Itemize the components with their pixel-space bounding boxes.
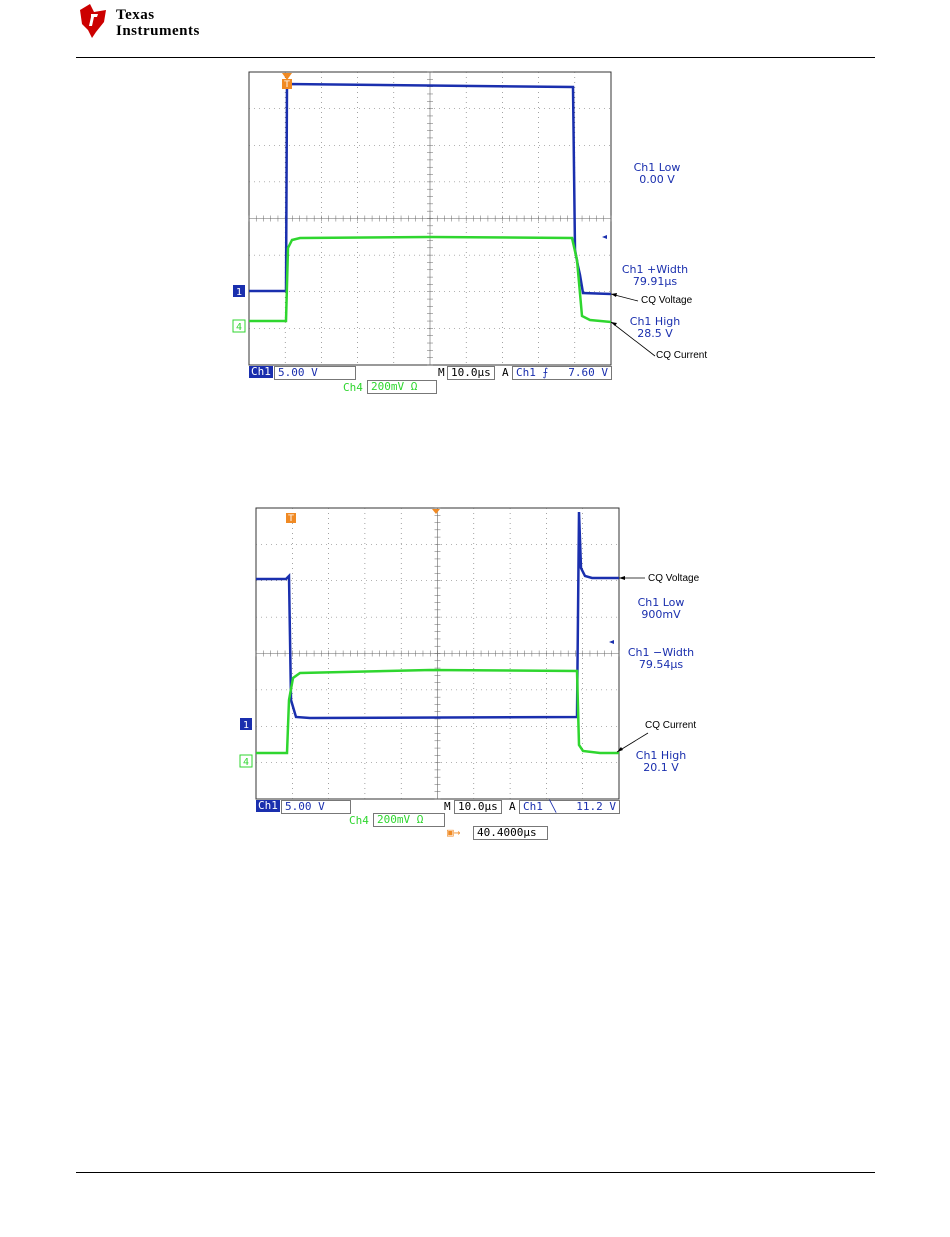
scope1-timebase-prefix: M: [438, 366, 445, 379]
scope2-meas-width: [621, 647, 701, 671]
scope2-meas-low: [626, 597, 696, 621]
scope2-ch1-scale: 5.00 V: [281, 800, 351, 814]
scope1-meas-width-label: Ch1 +Width: [621, 263, 689, 276]
scope1-meas-high-value: 28.5 V: [637, 327, 673, 340]
logo-text-instruments: Instruments: [116, 23, 200, 39]
falling-edge-icon: ╲: [549, 800, 557, 813]
scope2-meas-high-label: Ch1 High: [635, 749, 687, 762]
scope2-ch4-tag: Ch4: [349, 814, 369, 827]
logo-text-texas: Texas: [116, 7, 155, 23]
scope1-ch1-tag: Ch1: [251, 365, 271, 378]
scope2-ch1-tag: Ch1: [258, 799, 278, 812]
svg-text:1: 1: [242, 720, 250, 731]
scope1-meas-high-label: Ch1 High: [629, 315, 681, 328]
scope1-ch4-scale: 200mV Ω: [367, 380, 437, 394]
scope2-timebase-prefix: M: [444, 800, 451, 813]
scope2-trigger-prefix: A: [509, 800, 516, 813]
scope1-meas-low-value: 0.00 V: [639, 173, 675, 186]
scope1-timebase: 10.0µs: [447, 366, 495, 380]
scope2-meas-high: [626, 750, 696, 774]
scope1-meas-width-value: 79.91µs: [632, 275, 678, 288]
scope1-callout-voltage: CQ Voltage: [641, 295, 693, 306]
scope2-meas-low-value: 900mV: [641, 608, 681, 621]
svg-text:T: T: [288, 514, 294, 524]
scope2-trigger-source: Ch1: [523, 800, 543, 813]
scope2-callout-current: CQ Current: [645, 720, 697, 731]
scope2-timebase: 10.0µs: [454, 800, 502, 814]
scope1-trigger-level: 7.60 V: [568, 366, 608, 379]
svg-text:T: T: [284, 80, 290, 90]
scope1-callout-current: CQ Current: [656, 350, 708, 361]
footer-rule: [76, 1172, 875, 1173]
scope1-ch1-scale: 5.00 V: [274, 366, 356, 380]
scope2-meas-high-value: 20.1 V: [643, 761, 679, 774]
scope1-trigger-prefix: A: [502, 366, 509, 379]
scope2-trigger-level: 11.2 V: [576, 800, 616, 813]
scope2-trigger-offset: 40.4000µs: [473, 826, 548, 840]
svg-text:4: 4: [235, 322, 243, 333]
scope1-ch4-tag: Ch4: [343, 381, 363, 394]
scope2-trigger-readout: [519, 800, 620, 814]
scope2-meas-low-label: Ch1 Low: [637, 596, 685, 609]
scope2-ch4-scale: 200mV Ω: [373, 813, 445, 827]
svg-text:4: 4: [242, 757, 250, 768]
scope2-callout-voltage: CQ Voltage: [648, 573, 700, 584]
scope2-meas-width-value: 79.54µs: [638, 658, 684, 671]
scope1-meas-low-label: Ch1 Low: [633, 161, 681, 174]
rising-edge-icon: ⨍: [542, 366, 549, 379]
trigger-offset-icon: ▣→: [447, 826, 461, 839]
scope2-meas-width-label: Ch1 −Width: [627, 646, 695, 659]
svg-text:1: 1: [235, 287, 243, 298]
scope1-trigger-source: Ch1: [516, 366, 536, 379]
